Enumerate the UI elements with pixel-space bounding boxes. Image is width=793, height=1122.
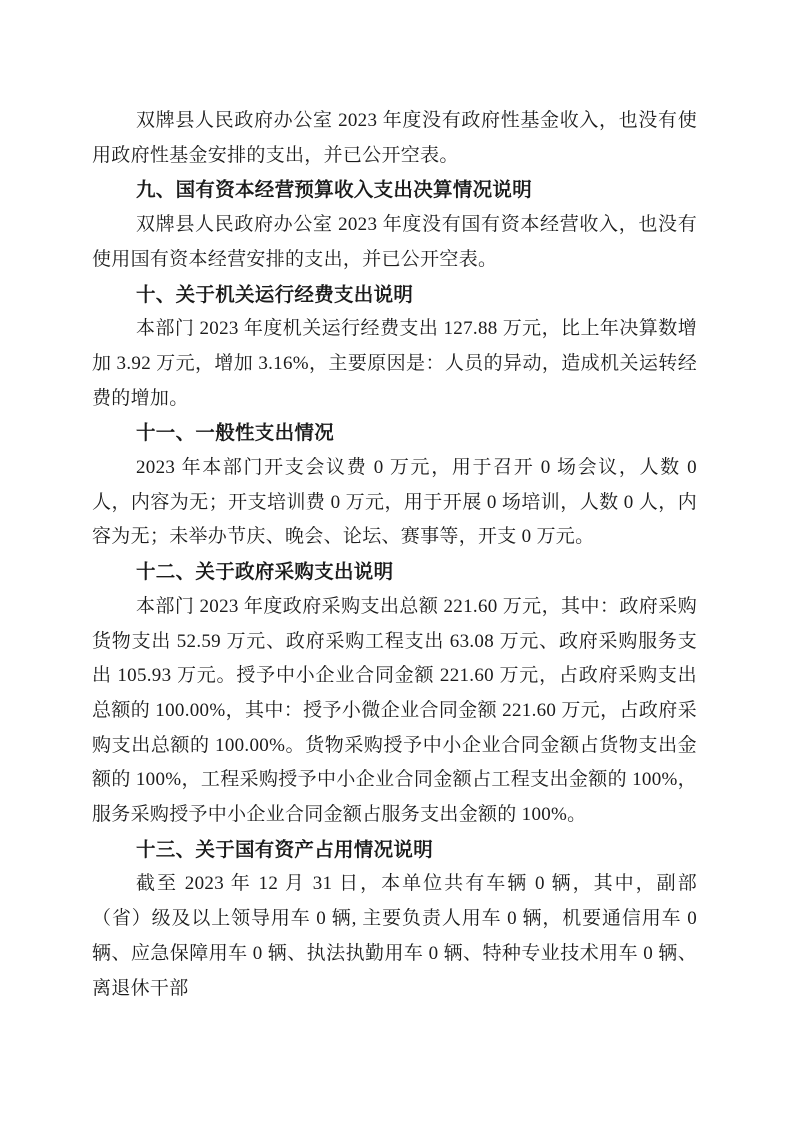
heading-section-ten-agency-operating-expense: 十、关于机关运行经费支出说明 bbox=[136, 283, 414, 306]
heading-section-twelve-government-procurement: 十二、关于政府采购支出说明 bbox=[136, 561, 394, 584]
paragraph-state-assets-vehicles: 截至 2023 年 12 月 31 日，本单位共有车辆 0 辆，其中，副部（省）级及以上领导用车 0 辆, 主要负责人用车 0 辆，机要通信用车 0 辆、应急保障用车 0 辆、执法执勤用车 0 辆、特种专业技术用车 0 辆、离退休干部 bbox=[92, 873, 697, 999]
paragraph-state-capital-note: 双牌县人民政府办公室 2023 年度没有国有资本经营收入，也没有使用国有资本经营安排的支出，并已公开空表。 bbox=[92, 214, 697, 270]
paragraph-operating-expense-detail: 本部门 2023 年度机关运行经费支出 127.88 万元，比上年决算数增加 3.92 万元，增加 3.16%，主要原因是：人员的异动，造成机关运转经费的增加。 bbox=[92, 318, 697, 409]
heading-section-thirteen-state-assets: 十三、关于国有资产占用情况说明 bbox=[136, 838, 434, 861]
paragraph-procurement-detail: 本部门 2023 年度政府采购支出总额 221.60 万元，其中：政府采购货物支出 52.59 万元、政府采购工程支出 63.08 万元、政府采购服务支出 105.93 万元。授予中小企业合同金额 221.60 万元，占政府采购支出总额的 100.00%，其中：授予小微企业合同金额 221.60 万元，占政府采购支出总额的 100.00%。货物采购授予中小企业合同金额占货物支出金额的 100%，工程采购授予中小企业合同金额占工程支出金额的 100%，服务采购授予中小企业合同金额占服务支出金额的 100%。 bbox=[92, 595, 697, 826]
paragraph-general-expense-detail: 2023 年本部门开支会议费 0 万元，用于召开 0 场会议，人数 0 人，内容为无；开支培训费 0 万元，用于开展 0 场培训，人数 0 人，内容为无；未举办节庆、晚会、论坛、赛事等，开支 0 万元。 bbox=[92, 457, 697, 548]
heading-section-eleven-general-expense: 十一、一般性支出情况 bbox=[136, 422, 335, 445]
paragraph-gov-fund-note: 双牌县人民政府办公室 2023 年度没有政府性基金收入，也没有使用政府性基金安排的支出，并已公开空表。 bbox=[92, 110, 697, 166]
heading-section-nine-state-capital-budget: 九、国有资本经营预算收入支出决算情况说明 bbox=[136, 179, 533, 202]
